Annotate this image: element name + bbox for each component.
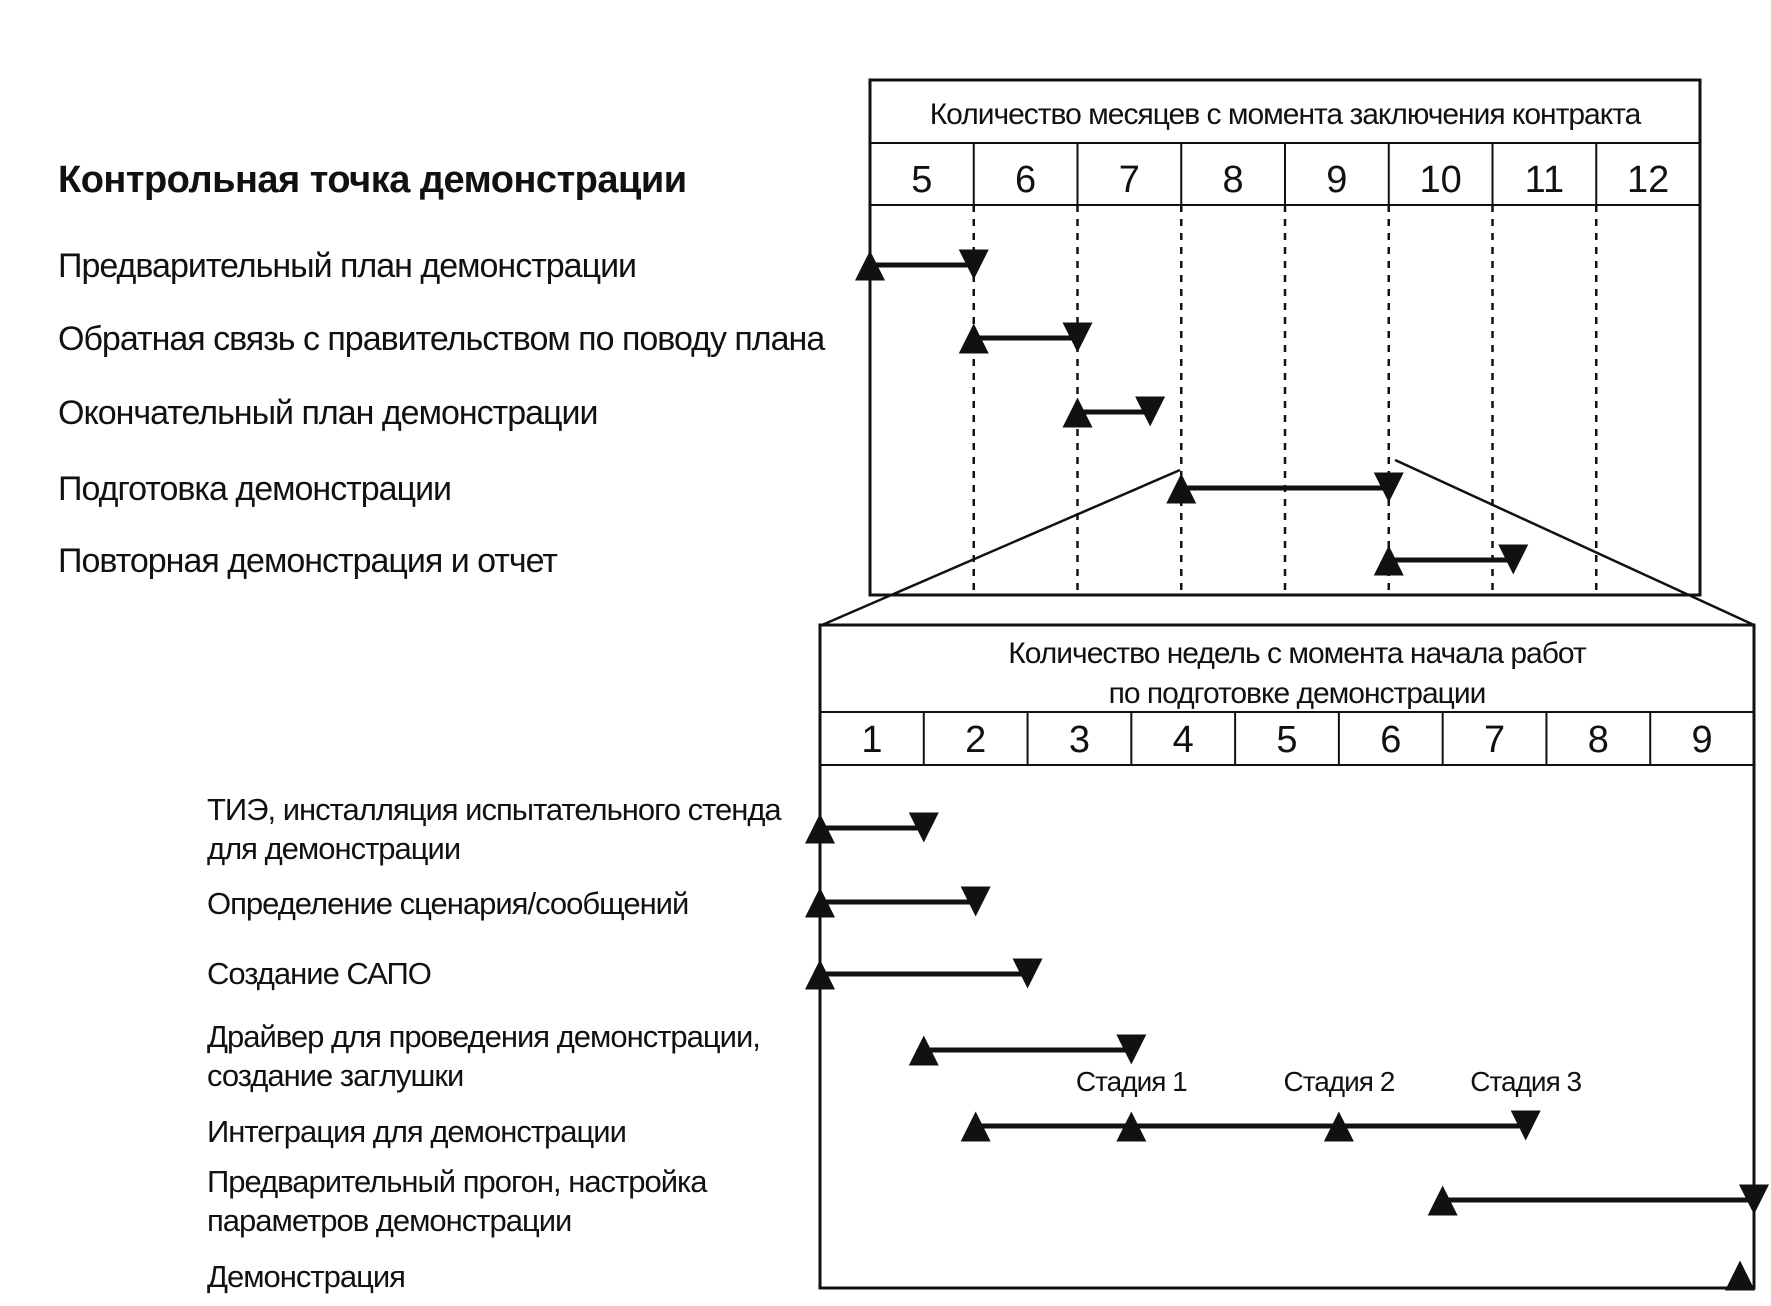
task-label: параметров демонстрации: [207, 1203, 572, 1238]
task-label: Предварительный план демонстрации: [58, 247, 637, 285]
month-tick-label: 5: [911, 159, 933, 201]
task-label: Интеграция для демонстрации: [207, 1114, 626, 1149]
task-start-marker: [1725, 1261, 1755, 1291]
week-tick-label: 2: [965, 719, 987, 761]
diagram-title: Контрольная точка демонстрации: [58, 159, 687, 201]
top-chart-header: Количество месяцев с момента заключения контракта: [929, 98, 1641, 131]
task-label: Окончательный план демонстрации: [58, 394, 598, 432]
stage-label: Стадия 2: [1283, 1066, 1395, 1097]
task-label: Драйвер для проведения демонстрации,: [207, 1019, 760, 1054]
week-tick-label: 1: [861, 719, 883, 761]
month-tick-label: 6: [1015, 159, 1037, 201]
week-tick-label: 7: [1483, 719, 1506, 761]
bottom-chart: [207, 625, 1769, 1294]
month-tick-label: 10: [1419, 159, 1462, 201]
bottom-chart-header-line1: Количество недель с момента начала работ: [1008, 637, 1586, 670]
zoom-line-left: [822, 470, 1180, 625]
task-label: Обратная связь с правительством по поводу плана: [58, 320, 825, 358]
week-tick-label: 8: [1587, 719, 1609, 761]
task-label: Предварительный прогон, настройка: [207, 1164, 707, 1199]
week-tick-label: 9: [1691, 719, 1713, 761]
month-tick-label: 8: [1222, 159, 1244, 201]
week-tick-label: 5: [1276, 719, 1298, 761]
month-tick-label: 11: [1524, 159, 1565, 201]
task-label: Повторная демонстрация и отчет: [58, 542, 557, 580]
zoom-connector-lines: [822, 460, 1754, 625]
month-tick-label: 9: [1326, 159, 1348, 201]
top-chart: [58, 80, 1700, 595]
week-tick-label: 6: [1380, 719, 1402, 761]
stage-label: Стадия 3: [1470, 1066, 1582, 1097]
week-tick-label: 3: [1068, 719, 1091, 761]
stage-label: Стадия 1: [1075, 1066, 1187, 1097]
month-tick-label: 7: [1118, 159, 1140, 201]
month-tick-label: 12: [1626, 159, 1670, 201]
week-tick-label: 4: [1172, 719, 1194, 761]
task-label: создание заглушки: [207, 1058, 464, 1093]
task-label: Подготовка демонстрации: [58, 470, 452, 508]
task-label: Определение сценария/сообщений: [207, 886, 689, 921]
task-label: Создание САПО: [207, 956, 431, 991]
task-label: ТИЭ, инсталляция испытательного стенда: [207, 792, 781, 827]
task-label: Демонстрация: [207, 1259, 405, 1294]
task-label: для демонстрации: [207, 831, 461, 866]
bottom-chart-header-line2: по подготовке демонстрации: [1108, 677, 1486, 710]
